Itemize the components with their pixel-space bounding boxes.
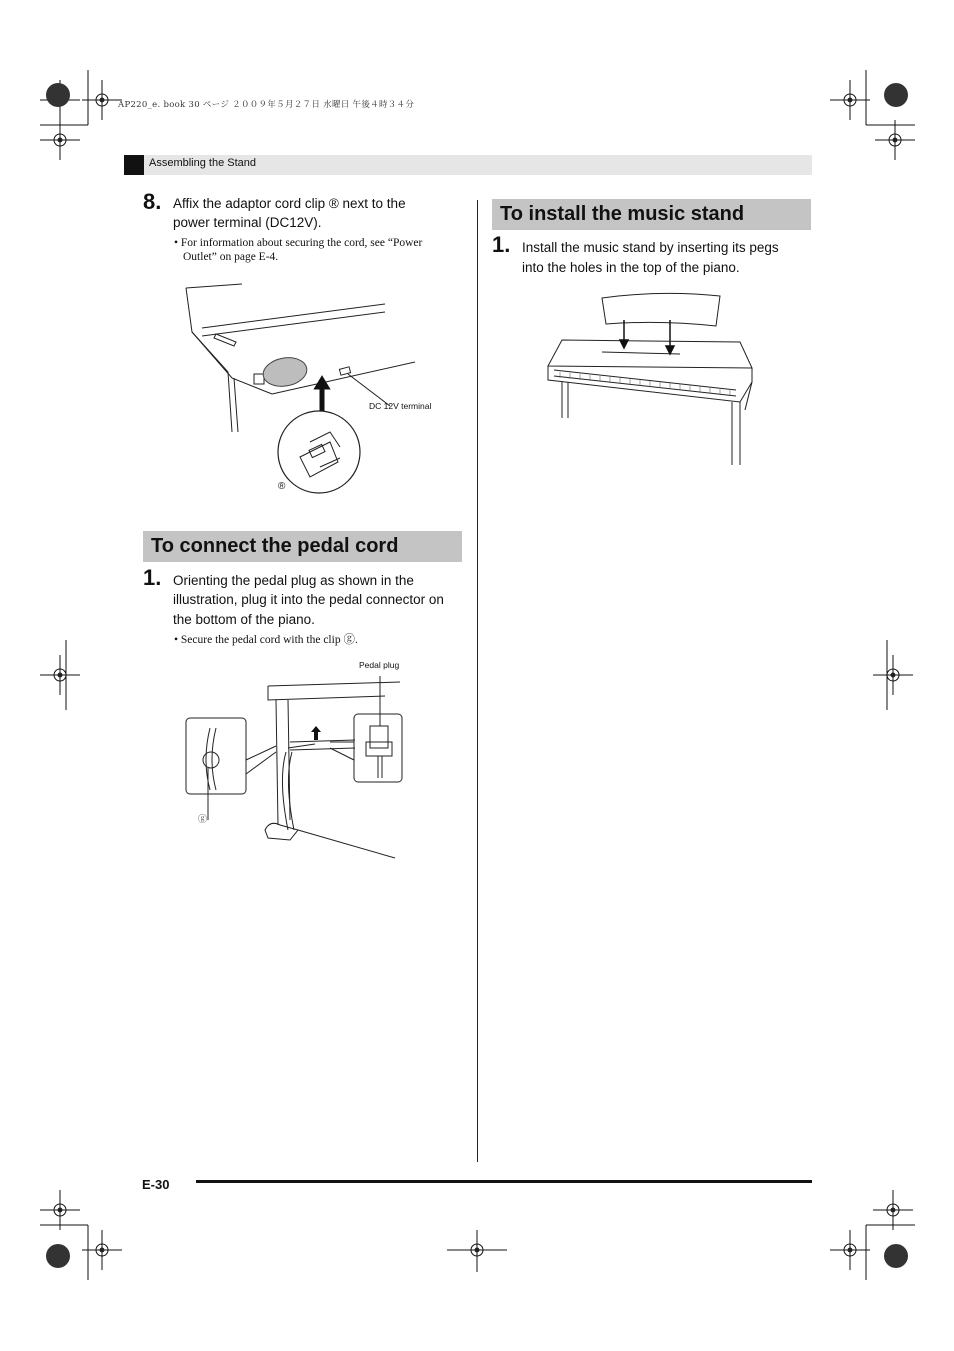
adaptor-clip-callout: ® [278, 481, 286, 492]
step-8-bullet-line2: Outlet” on page E-4. [183, 251, 279, 263]
pedal-cord-section-title: To connect the pedal cord [143, 531, 462, 562]
pedal-clip-callout: ⓖ [198, 814, 208, 824]
print-info: AP220_e. book 30 ページ ２００９年５月２７日 水曜日 午後４時３４分 [118, 100, 415, 110]
section-header-title: Assembling the Stand [149, 157, 257, 169]
footer-rule [196, 1180, 812, 1183]
pedal-step-1-number: 1. [143, 565, 162, 590]
step-8-number: 8. [143, 189, 162, 214]
pedal-step-text-line2: illustration, plug it into the pedal connector on [173, 592, 444, 607]
pedal-cord-illustration [180, 670, 420, 870]
section-header-marker [124, 155, 144, 175]
music-stand-step-1-number: 1. [492, 232, 511, 257]
pedal-step-text-line3: the bottom of the piano. [173, 612, 315, 627]
pedal-plug-label: Pedal plug [359, 660, 400, 670]
step-8-bullet-line1: • For information about securing the cord, see “Power [174, 237, 423, 249]
step-8-text-line2: power terminal (DC12V). [173, 215, 322, 230]
music-stand-section-title: To install the music stand [492, 199, 811, 230]
pedal-step-bullet: • Secure the pedal cord with the clip ⓖ. [174, 634, 358, 646]
adaptor-clip-illustration [180, 282, 480, 512]
music-stand-illustration [540, 290, 780, 470]
pedal-step-text-line1: Orienting the pedal plug as shown in the [173, 573, 414, 588]
dc12v-terminal-label: DC 12V terminal [369, 401, 432, 411]
page-number: E-30 [142, 1177, 170, 1192]
step-8-text-line1: Affix the adaptor cord clip ® next to the [173, 196, 406, 211]
music-stand-step-text-line1: Install the music stand by inserting its pegs [522, 240, 779, 255]
music-stand-step-text-line2: into the holes in the top of the piano. [522, 260, 740, 275]
